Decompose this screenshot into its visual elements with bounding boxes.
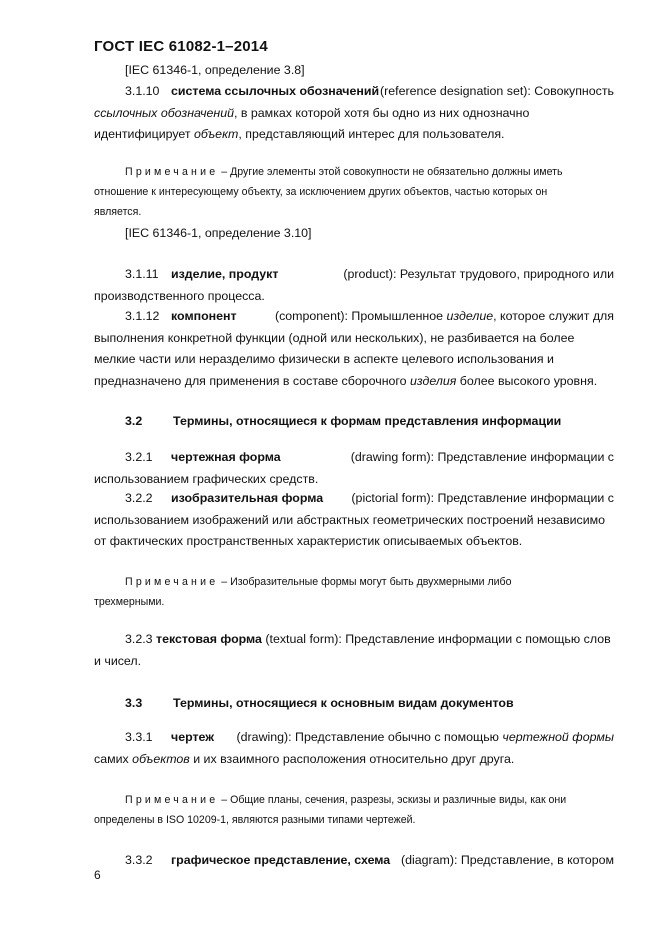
reference-3-10: [IEC 61346-1, определение 3.10] (125, 226, 312, 240)
term-3-3-2: 3.3.2 графическое представление, схема (diagram): Представление, в котором (125, 853, 614, 867)
term-3-2-2: 3.2.2 изобразительная форма (pictorial form): Представление информации с использованием изображений или абстрактных геометрических построений независимо от фактических пространственных характеристик описываемых объектов. (94, 491, 614, 548)
reference-3-8: [IEC 61346-1, определение 3.8] (125, 63, 305, 77)
note-label: Примечание (125, 794, 219, 806)
term-name: текстовая форма (156, 632, 262, 646)
note-1: Примечание – Другие элементы этой совокупности не обязательно должны иметь отношение к интересующему объекту, за исключением других объектов, частью которых он является. (94, 166, 563, 218)
note-label: Примечание (125, 166, 219, 178)
term-name: изобразительная форма (171, 491, 324, 505)
term-3-3-1: 3.3.1 чертеж (drawing): Представление обычно с помощью чертежной формы самих объектов и их взаимного расположения относительно друг друга. (94, 730, 614, 766)
section-heading-3-2: 3.2 Термины, относящиеся к формам представления информации (125, 414, 562, 428)
document-header: ГОСТ IEC 61082-1–2014 (94, 38, 268, 55)
term-3-2-1: 3.2.1 чертежная форма (drawing form): Представление информации с использованием графических средств. (94, 450, 614, 486)
term-name: система ссылочных обозначений (171, 84, 380, 98)
term-name: изделие, продукт (171, 267, 279, 281)
page-number: 6 (94, 868, 101, 882)
term-name: компонент (171, 309, 237, 323)
term-name: графическое представление, схема (171, 853, 391, 867)
term-3-2-3: 3.2.3 текстовая форма (textual form): Представление информации с помощью слов и чисел. (94, 632, 611, 668)
note-3: Примечание – Общие планы, сечения, разрезы, эскизы и различные виды, как они определены в ISO 10209-1, являются разными типами чертежей. (94, 794, 567, 826)
term-3-1-12: 3.1.12 компонент (component): Промышленное изделие, которое служит для выполнения конкретной функции (одной или нескольких), не разбивается на более мелкие части или неразделимо физически в аспекте целевого использования и предназначено для применения в составе сборочного изделия более высокого уровня. (94, 309, 614, 388)
section-heading-3-3: 3.3 Термины, относящиеся к основным видам документов (125, 696, 514, 710)
term-3-1-10: 3.1.10 система ссылочных обозначений (reference designation set): Совокупность ссылочных обозначений, в рамках которой хотя бы одно из них однозначно идентифицирует объект, представляющий интерес для пользователя. (94, 84, 614, 141)
term-name: чертеж (171, 730, 215, 744)
term-3-1-11: 3.1.11 изделие, продукт (product): Результат трудового, природного или производственного процесса. (94, 267, 614, 303)
term-name: чертежная форма (171, 450, 281, 464)
note-label: Примечание (125, 576, 219, 588)
note-2: Примечание – Изобразительные формы могут быть двухмерными либо трехмерными. (94, 576, 512, 608)
